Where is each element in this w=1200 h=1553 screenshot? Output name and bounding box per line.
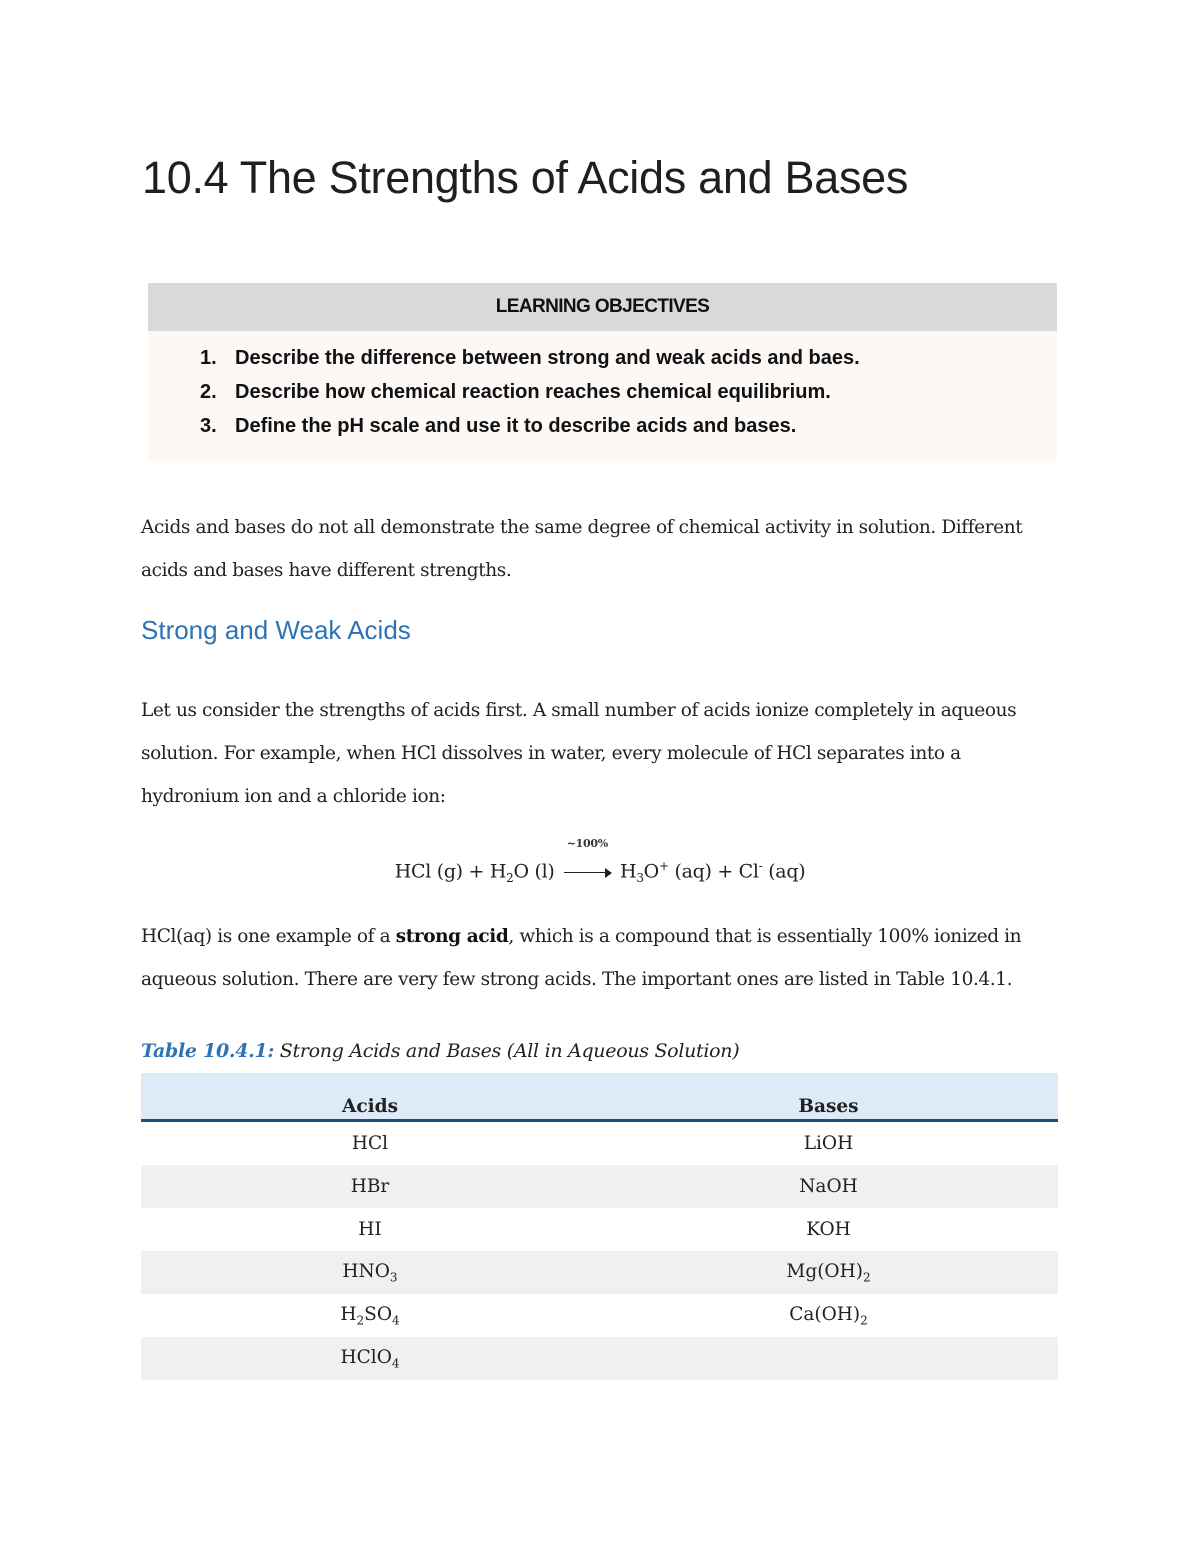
acid-cell (141, 1165, 599, 1208)
base-formula: KOH (806, 1219, 851, 1240)
objective-number: 2. (200, 381, 217, 403)
table-caption-label: Table 10.4.1: (141, 1040, 275, 1062)
objectives-heading: LEARNING OBJECTIVES (148, 283, 1057, 331)
table-caption (141, 1034, 739, 1068)
equation-product: (aq) (762, 860, 806, 883)
objective-text: Define the pH scale and use it to describe acids and bases. (235, 415, 797, 437)
base-cell (599, 1337, 1058, 1380)
base-cell (599, 1121, 1058, 1166)
objective-text: Describe how chemical reaction reaches chemical equilibrium. (235, 381, 831, 403)
intro-paragraph: Acids and bases do not all demonstrate the same degree of chemical activity in solution. Different acids and bases have different strengths. (141, 517, 1023, 581)
strong-acid-term: strong acid (395, 926, 509, 947)
arrow-head (605, 868, 612, 878)
equation-reactant: O (l) (513, 860, 555, 883)
paragraph-text: HCl(aq) is one example of a (141, 926, 396, 947)
acid-formula: HNO (342, 1260, 390, 1282)
equation-superscript: + (658, 859, 669, 873)
base-formula: LiOH (803, 1133, 854, 1154)
formula-subscript: 2 (356, 1313, 365, 1328)
objective-item (148, 341, 1057, 375)
paragraph-text: , which is a compound that is essentially 100% ionized in aqueous solution. There are very few strong acids. The important ones are listed in Table 10.4.1. (141, 926, 1022, 990)
base-cell (599, 1251, 1058, 1294)
equation-product: O (643, 860, 659, 883)
objective-item (148, 375, 1057, 409)
table-row (141, 1208, 1058, 1251)
equation-product: (aq) + Cl (668, 860, 759, 883)
table-row (141, 1165, 1058, 1208)
acids-bases-table (141, 1073, 1058, 1380)
data-table (141, 1073, 1058, 1380)
column-header-acids: Acids (141, 1073, 599, 1121)
acid-formula: H (340, 1303, 357, 1325)
objective-number: 1. (200, 347, 217, 369)
equation-superscript: - (758, 859, 763, 873)
table-header-row (141, 1073, 1058, 1121)
acid-formula: SO (364, 1303, 392, 1325)
objective-number: 3. (200, 415, 217, 437)
table-row (141, 1294, 1058, 1337)
acid-cell (141, 1121, 599, 1166)
table-row (141, 1121, 1058, 1166)
formula-subscript: 2 (860, 1313, 868, 1328)
acid-cell (141, 1337, 599, 1380)
acid-formula: HCl (351, 1133, 389, 1154)
base-formula: NaOH (799, 1176, 858, 1197)
column-header-bases: Bases (599, 1073, 1058, 1121)
table-row (141, 1337, 1058, 1380)
acid-formula: HI (358, 1219, 382, 1240)
section-heading: Strong and Weak Acids (141, 615, 411, 645)
arrow-label: ~100% (566, 837, 608, 851)
learning-objectives-box (148, 283, 1057, 461)
objective-text: Describe the difference between strong and weak acids and baes. (235, 347, 860, 369)
equation-reactant: HCl (g) + H (394, 860, 507, 883)
objectives-list (148, 331, 1057, 443)
base-formula: Ca(OH) (789, 1303, 861, 1325)
equation-subscript: 3 (636, 871, 644, 886)
equation-subscript: 2 (506, 871, 514, 886)
acid-cell (141, 1251, 599, 1294)
formula-subscript: 4 (391, 1356, 400, 1371)
reaction-arrow (562, 837, 612, 891)
formula-subscript: 4 (391, 1313, 400, 1328)
table-row (141, 1251, 1058, 1294)
equation-product: H (620, 860, 637, 883)
objectives-body (148, 331, 1057, 461)
arrow-line (564, 872, 610, 874)
acid-formula: HBr (350, 1176, 390, 1197)
acid-cell (141, 1208, 599, 1251)
page-title: 10.4 The Strengths of Acids and Bases (142, 152, 909, 203)
chemical-equation (0, 837, 1200, 898)
base-cell (599, 1294, 1058, 1337)
formula-subscript: 2 (862, 1270, 871, 1285)
acids-paragraph: Let us consider the strengths of acids first. A small number of acids ionize completely in aqueous solution. For example, when HCl dissolves in water, every molecule of HCl separates into a hydronium ion and a chloride ion: (141, 700, 1017, 807)
objective-item (148, 409, 1057, 443)
acid-formula: HClO (340, 1346, 392, 1368)
formula-subscript: 3 (389, 1270, 398, 1285)
acid-cell (141, 1294, 599, 1337)
table-caption-text: Strong Acids and Bases (All in Aqueous Solution) (274, 1040, 740, 1062)
base-formula: Mg(OH) (786, 1260, 863, 1282)
base-cell (599, 1208, 1058, 1251)
base-cell (599, 1165, 1058, 1208)
strong-acid-paragraph (141, 915, 1056, 1001)
